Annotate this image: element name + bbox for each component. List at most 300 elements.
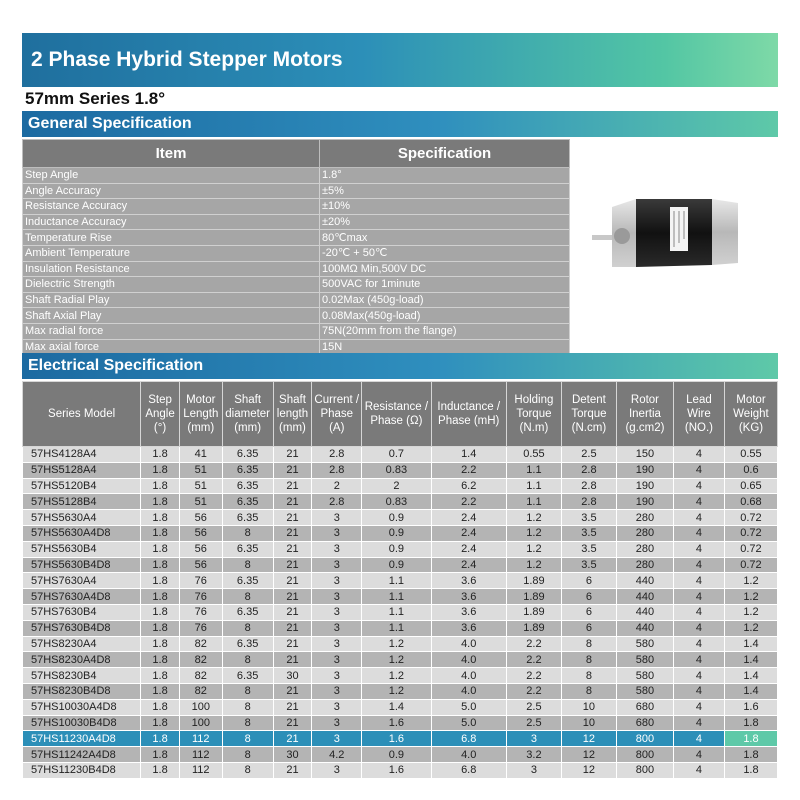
model-cell: 57HS8230A4D8 bbox=[23, 652, 141, 668]
table-row bbox=[23, 447, 778, 463]
column-header: Series Model bbox=[23, 382, 141, 447]
value-cell: 6.35 bbox=[222, 573, 273, 589]
value-cell: 6.35 bbox=[222, 604, 273, 620]
general-spec-row bbox=[23, 168, 570, 184]
column-header: Step Angle (°) bbox=[141, 382, 180, 447]
column-header: Motor Length (mm) bbox=[179, 382, 222, 447]
value-cell: 4 bbox=[673, 589, 724, 605]
value-cell: 6.35 bbox=[222, 462, 273, 478]
spec-item-label: Max radial force bbox=[23, 323, 320, 339]
value-cell: 1.8 bbox=[141, 573, 180, 589]
value-cell: 5.0 bbox=[431, 699, 506, 715]
value-cell: 8 bbox=[222, 699, 273, 715]
value-cell: 1.6 bbox=[724, 699, 777, 715]
column-header: Inductance / Phase (mH) bbox=[431, 382, 506, 447]
value-cell: 1.8 bbox=[141, 525, 180, 541]
spec-item-label: Max axial force bbox=[23, 339, 320, 355]
value-cell: 1.2 bbox=[506, 557, 561, 573]
col-spec-header: Specification bbox=[320, 140, 570, 168]
value-cell: 76 bbox=[179, 589, 222, 605]
value-cell: 3 bbox=[312, 510, 362, 526]
spec-item-label: Shaft Axial Play bbox=[23, 308, 320, 324]
table-row bbox=[23, 494, 778, 510]
value-cell: 280 bbox=[616, 525, 673, 541]
value-cell: 10 bbox=[561, 715, 616, 731]
value-cell: 1.8 bbox=[141, 731, 180, 747]
value-cell: 1.89 bbox=[506, 604, 561, 620]
spec-item-value: 100MΩ Min,500V DC bbox=[320, 261, 570, 277]
value-cell: 0.83 bbox=[362, 462, 431, 478]
value-cell: 8 bbox=[222, 652, 273, 668]
table-row bbox=[23, 541, 778, 557]
value-cell: 76 bbox=[179, 573, 222, 589]
value-cell: 100 bbox=[179, 699, 222, 715]
table-row bbox=[23, 525, 778, 541]
value-cell: 2.8 bbox=[312, 447, 362, 463]
value-cell: 21 bbox=[273, 478, 312, 494]
table-row bbox=[23, 652, 778, 668]
value-cell: 8 bbox=[561, 636, 616, 652]
value-cell: 0.68 bbox=[724, 494, 777, 510]
model-cell: 57HS11230B4D8 bbox=[23, 762, 141, 778]
spec-item-value: 0.08Max(450g-load) bbox=[320, 308, 570, 324]
value-cell: 8 bbox=[222, 715, 273, 731]
value-cell: 8 bbox=[222, 747, 273, 763]
value-cell: 1.89 bbox=[506, 620, 561, 636]
value-cell: 4 bbox=[673, 747, 724, 763]
value-cell: 1.1 bbox=[506, 478, 561, 494]
value-cell: 3 bbox=[312, 604, 362, 620]
value-cell: 21 bbox=[273, 715, 312, 731]
value-cell: 1.8 bbox=[141, 604, 180, 620]
value-cell: 1.8 bbox=[141, 541, 180, 557]
value-cell: 8 bbox=[222, 731, 273, 747]
general-spec-row bbox=[23, 308, 570, 324]
value-cell: 51 bbox=[179, 478, 222, 494]
spec-item-value: 80℃max bbox=[320, 230, 570, 246]
value-cell: 51 bbox=[179, 462, 222, 478]
value-cell: 2.8 bbox=[561, 478, 616, 494]
value-cell: 5.0 bbox=[431, 715, 506, 731]
value-cell: 21 bbox=[273, 557, 312, 573]
value-cell: 1.2 bbox=[506, 525, 561, 541]
value-cell: 82 bbox=[179, 683, 222, 699]
value-cell: 21 bbox=[273, 699, 312, 715]
value-cell: 1.89 bbox=[506, 589, 561, 605]
value-cell: 1.2 bbox=[724, 604, 777, 620]
value-cell: 76 bbox=[179, 604, 222, 620]
value-cell: 1.4 bbox=[724, 683, 777, 699]
page-title-banner bbox=[22, 33, 778, 87]
value-cell: 1.2 bbox=[724, 573, 777, 589]
value-cell: 4 bbox=[673, 715, 724, 731]
value-cell: 4 bbox=[673, 447, 724, 463]
value-cell: 580 bbox=[616, 636, 673, 652]
spec-item-value: 15N bbox=[320, 339, 570, 355]
value-cell: 21 bbox=[273, 683, 312, 699]
value-cell: 3 bbox=[312, 525, 362, 541]
value-cell: 4 bbox=[673, 525, 724, 541]
value-cell: 440 bbox=[616, 604, 673, 620]
value-cell: 1.2 bbox=[724, 620, 777, 636]
general-spec-header-row bbox=[23, 140, 570, 168]
value-cell: 1.2 bbox=[362, 652, 431, 668]
value-cell: 3.6 bbox=[431, 589, 506, 605]
value-cell: 8 bbox=[222, 683, 273, 699]
value-cell: 3 bbox=[312, 762, 362, 778]
value-cell: 3.5 bbox=[561, 557, 616, 573]
value-cell: 30 bbox=[273, 747, 312, 763]
value-cell: 1.8 bbox=[141, 510, 180, 526]
table-row bbox=[23, 557, 778, 573]
general-spec-row bbox=[23, 277, 570, 293]
value-cell: 440 bbox=[616, 620, 673, 636]
value-cell: 21 bbox=[273, 762, 312, 778]
value-cell: 3.6 bbox=[431, 604, 506, 620]
value-cell: 21 bbox=[273, 541, 312, 557]
electrical-spec-title: Electrical Specification bbox=[28, 357, 204, 374]
value-cell: 21 bbox=[273, 573, 312, 589]
value-cell: 21 bbox=[273, 620, 312, 636]
spec-item-label: Angle Accuracy bbox=[23, 183, 320, 199]
value-cell: 3.5 bbox=[561, 510, 616, 526]
model-cell: 57HS7630B4D8 bbox=[23, 620, 141, 636]
column-header: Detent Torque (N.cm) bbox=[561, 382, 616, 447]
column-header: Rotor Inertia (g.cm2) bbox=[616, 382, 673, 447]
value-cell: 2.2 bbox=[506, 683, 561, 699]
value-cell: 150 bbox=[616, 447, 673, 463]
value-cell: 4.0 bbox=[431, 652, 506, 668]
spec-item-value: ±20% bbox=[320, 214, 570, 230]
value-cell: 8 bbox=[222, 589, 273, 605]
value-cell: 4 bbox=[673, 620, 724, 636]
spec-item-value: 0.02Max (450g-load) bbox=[320, 292, 570, 308]
value-cell: 56 bbox=[179, 541, 222, 557]
general-spec-row bbox=[23, 214, 570, 230]
model-cell: 57HS5630A4 bbox=[23, 510, 141, 526]
table-row bbox=[23, 747, 778, 763]
model-cell: 57HS11242A4D8 bbox=[23, 747, 141, 763]
spec-item-label: Insulation Resistance bbox=[23, 261, 320, 277]
model-cell: 57HS7630B4 bbox=[23, 604, 141, 620]
page-title: 2 Phase Hybrid Stepper Motors bbox=[31, 48, 343, 71]
value-cell: 8 bbox=[561, 652, 616, 668]
value-cell: 2.5 bbox=[561, 447, 616, 463]
value-cell: 1.8 bbox=[141, 494, 180, 510]
value-cell: 21 bbox=[273, 589, 312, 605]
value-cell: 10 bbox=[561, 699, 616, 715]
col-item-header: Item bbox=[23, 140, 320, 168]
value-cell: 3 bbox=[506, 731, 561, 747]
spec-item-label: Resistance Accuracy bbox=[23, 199, 320, 215]
value-cell: 6 bbox=[561, 620, 616, 636]
column-header: Current / Phase (A) bbox=[312, 382, 362, 447]
value-cell: 0.9 bbox=[362, 525, 431, 541]
value-cell: 2.8 bbox=[561, 462, 616, 478]
value-cell: 3 bbox=[312, 699, 362, 715]
model-cell: 57HS5630B4D8 bbox=[23, 557, 141, 573]
value-cell: 56 bbox=[179, 557, 222, 573]
series-subtitle: 57mm Series 1.8° bbox=[25, 89, 166, 108]
value-cell: 3 bbox=[312, 557, 362, 573]
value-cell: 1.8 bbox=[141, 478, 180, 494]
value-cell: 6.35 bbox=[222, 668, 273, 684]
value-cell: 6.35 bbox=[222, 510, 273, 526]
value-cell: 2.4 bbox=[431, 510, 506, 526]
value-cell: 3 bbox=[312, 636, 362, 652]
model-cell: 57HS4128A4 bbox=[23, 447, 141, 463]
value-cell: 6.35 bbox=[222, 636, 273, 652]
value-cell: 4.0 bbox=[431, 668, 506, 684]
value-cell: 800 bbox=[616, 731, 673, 747]
value-cell: 1.8 bbox=[141, 620, 180, 636]
value-cell: 580 bbox=[616, 668, 673, 684]
value-cell: 8 bbox=[561, 683, 616, 699]
value-cell: 0.9 bbox=[362, 510, 431, 526]
value-cell: 6.8 bbox=[431, 731, 506, 747]
value-cell: 1.1 bbox=[362, 589, 431, 605]
value-cell: 3.6 bbox=[431, 620, 506, 636]
value-cell: 1.8 bbox=[141, 668, 180, 684]
value-cell: 1.2 bbox=[362, 668, 431, 684]
value-cell: 82 bbox=[179, 668, 222, 684]
value-cell: 56 bbox=[179, 510, 222, 526]
general-spec-row bbox=[23, 261, 570, 277]
value-cell: 2.4 bbox=[431, 541, 506, 557]
electrical-spec-table bbox=[22, 381, 778, 779]
value-cell: 1.2 bbox=[506, 510, 561, 526]
value-cell: 12 bbox=[561, 762, 616, 778]
value-cell: 3 bbox=[312, 731, 362, 747]
value-cell: 1.1 bbox=[506, 462, 561, 478]
value-cell: 800 bbox=[616, 762, 673, 778]
value-cell: 21 bbox=[273, 604, 312, 620]
general-spec-row bbox=[23, 245, 570, 261]
value-cell: 1.8 bbox=[724, 747, 777, 763]
value-cell: 41 bbox=[179, 447, 222, 463]
value-cell: 3.2 bbox=[506, 747, 561, 763]
spec-item-value: ±10% bbox=[320, 199, 570, 215]
value-cell: 440 bbox=[616, 573, 673, 589]
table-row bbox=[23, 604, 778, 620]
general-spec-row bbox=[23, 230, 570, 246]
table-row bbox=[23, 699, 778, 715]
model-cell: 57HS8230A4 bbox=[23, 636, 141, 652]
value-cell: 1.8 bbox=[724, 731, 777, 747]
value-cell: 3 bbox=[312, 589, 362, 605]
value-cell: 2 bbox=[312, 478, 362, 494]
value-cell: 1.4 bbox=[724, 652, 777, 668]
value-cell: 21 bbox=[273, 447, 312, 463]
value-cell: 1.8 bbox=[141, 589, 180, 605]
value-cell: 1.2 bbox=[724, 589, 777, 605]
table-row bbox=[23, 589, 778, 605]
value-cell: 2.2 bbox=[431, 462, 506, 478]
value-cell: 0.6 bbox=[724, 462, 777, 478]
model-cell: 57HS5120B4 bbox=[23, 478, 141, 494]
table-row bbox=[23, 462, 778, 478]
value-cell: 580 bbox=[616, 652, 673, 668]
value-cell: 4 bbox=[673, 652, 724, 668]
value-cell: 1.4 bbox=[431, 447, 506, 463]
value-cell: 190 bbox=[616, 494, 673, 510]
value-cell: 0.72 bbox=[724, 541, 777, 557]
value-cell: 4 bbox=[673, 636, 724, 652]
spec-item-label: Shaft Radial Play bbox=[23, 292, 320, 308]
model-cell: 57HS5630B4 bbox=[23, 541, 141, 557]
value-cell: 1.4 bbox=[724, 668, 777, 684]
stepper-motor-image bbox=[592, 193, 744, 273]
value-cell: 0.65 bbox=[724, 478, 777, 494]
general-spec-row bbox=[23, 323, 570, 339]
value-cell: 21 bbox=[273, 731, 312, 747]
spec-item-label: Ambient Temperature bbox=[23, 245, 320, 261]
value-cell: 2.5 bbox=[506, 715, 561, 731]
value-cell: 1.8 bbox=[724, 762, 777, 778]
value-cell: 82 bbox=[179, 636, 222, 652]
column-header: Resistance / Phase (Ω) bbox=[362, 382, 431, 447]
value-cell: 6.35 bbox=[222, 478, 273, 494]
model-cell: 57HS10030B4D8 bbox=[23, 715, 141, 731]
value-cell: 1.8 bbox=[141, 762, 180, 778]
value-cell: 100 bbox=[179, 715, 222, 731]
value-cell: 0.9 bbox=[362, 541, 431, 557]
spec-item-label: Step Angle bbox=[23, 168, 320, 184]
value-cell: 1.1 bbox=[362, 573, 431, 589]
value-cell: 6 bbox=[561, 604, 616, 620]
spec-item-value: 1.8° bbox=[320, 168, 570, 184]
value-cell: 4 bbox=[673, 668, 724, 684]
column-header: Lead Wire (NO.) bbox=[673, 382, 724, 447]
general-spec-header bbox=[22, 111, 778, 137]
spec-item-value: 500VAC for 1minute bbox=[320, 277, 570, 293]
value-cell: 6 bbox=[561, 589, 616, 605]
value-cell: 440 bbox=[616, 589, 673, 605]
value-cell: 0.72 bbox=[724, 525, 777, 541]
value-cell: 190 bbox=[616, 462, 673, 478]
value-cell: 1.8 bbox=[141, 747, 180, 763]
value-cell: 1.6 bbox=[362, 762, 431, 778]
value-cell: 6 bbox=[561, 573, 616, 589]
value-cell: 51 bbox=[179, 494, 222, 510]
value-cell: 4 bbox=[673, 699, 724, 715]
value-cell: 21 bbox=[273, 510, 312, 526]
table-row bbox=[23, 636, 778, 652]
value-cell: 12 bbox=[561, 731, 616, 747]
column-header: Shaft length (mm) bbox=[273, 382, 312, 447]
electrical-spec-header bbox=[22, 353, 778, 379]
column-header: Shaft diameter (mm) bbox=[222, 382, 273, 447]
table-row bbox=[23, 620, 778, 636]
value-cell: 8 bbox=[222, 557, 273, 573]
value-cell: 4 bbox=[673, 557, 724, 573]
value-cell: 3 bbox=[312, 573, 362, 589]
value-cell: 4 bbox=[673, 762, 724, 778]
value-cell: 4 bbox=[673, 462, 724, 478]
value-cell: 1.89 bbox=[506, 573, 561, 589]
value-cell: 4.0 bbox=[431, 636, 506, 652]
value-cell: 1.1 bbox=[362, 604, 431, 620]
value-cell: 0.72 bbox=[724, 557, 777, 573]
general-spec-row bbox=[23, 292, 570, 308]
model-cell: 57HS11230A4D8 bbox=[23, 731, 141, 747]
value-cell: 3 bbox=[312, 652, 362, 668]
general-spec-row bbox=[23, 199, 570, 215]
model-cell: 57HS7630A4 bbox=[23, 573, 141, 589]
value-cell: 1.8 bbox=[141, 683, 180, 699]
value-cell: 4 bbox=[673, 683, 724, 699]
value-cell: 2.8 bbox=[312, 494, 362, 510]
value-cell: 4 bbox=[673, 494, 724, 510]
table-row bbox=[23, 668, 778, 684]
general-spec-title: General Specification bbox=[28, 115, 192, 132]
table-row bbox=[23, 683, 778, 699]
value-cell: 8 bbox=[561, 668, 616, 684]
value-cell: 1.6 bbox=[362, 715, 431, 731]
value-cell: 6.35 bbox=[222, 494, 273, 510]
value-cell: 3 bbox=[506, 762, 561, 778]
value-cell: 1.8 bbox=[141, 636, 180, 652]
electrical-header-row bbox=[23, 382, 778, 447]
table-row bbox=[23, 715, 778, 731]
model-cell: 57HS5128B4 bbox=[23, 494, 141, 510]
model-cell: 57HS8230B4 bbox=[23, 668, 141, 684]
value-cell: 76 bbox=[179, 620, 222, 636]
value-cell: 2.2 bbox=[506, 652, 561, 668]
value-cell: 280 bbox=[616, 510, 673, 526]
value-cell: 4 bbox=[673, 604, 724, 620]
value-cell: 2.5 bbox=[506, 699, 561, 715]
value-cell: 1.8 bbox=[141, 462, 180, 478]
value-cell: 3 bbox=[312, 683, 362, 699]
value-cell: 112 bbox=[179, 731, 222, 747]
value-cell: 112 bbox=[179, 747, 222, 763]
value-cell: 21 bbox=[273, 494, 312, 510]
table-row bbox=[23, 762, 778, 778]
value-cell: 82 bbox=[179, 652, 222, 668]
value-cell: 4.2 bbox=[312, 747, 362, 763]
column-header: Motor Weight (KG) bbox=[724, 382, 777, 447]
value-cell: 1.8 bbox=[141, 652, 180, 668]
spec-item-value: -20℃ + 50℃ bbox=[320, 245, 570, 261]
value-cell: 3.6 bbox=[431, 573, 506, 589]
table-row bbox=[23, 478, 778, 494]
value-cell: 580 bbox=[616, 683, 673, 699]
value-cell: 280 bbox=[616, 557, 673, 573]
general-spec-table bbox=[22, 139, 570, 355]
value-cell: 6.35 bbox=[222, 541, 273, 557]
value-cell: 4 bbox=[673, 731, 724, 747]
value-cell: 1.6 bbox=[362, 731, 431, 747]
value-cell: 3.5 bbox=[561, 525, 616, 541]
value-cell: 1.1 bbox=[362, 620, 431, 636]
value-cell: 21 bbox=[273, 636, 312, 652]
value-cell: 4 bbox=[673, 510, 724, 526]
value-cell: 8 bbox=[222, 620, 273, 636]
table-row-highlighted bbox=[23, 731, 778, 747]
value-cell: 4.0 bbox=[431, 683, 506, 699]
value-cell: 21 bbox=[273, 462, 312, 478]
value-cell: 0.7 bbox=[362, 447, 431, 463]
spec-item-label: Inductance Accuracy bbox=[23, 214, 320, 230]
spec-item-value: 75N(20mm from the flange) bbox=[320, 323, 570, 339]
value-cell: 680 bbox=[616, 715, 673, 731]
value-cell: 0.83 bbox=[362, 494, 431, 510]
value-cell: 4 bbox=[673, 573, 724, 589]
spec-item-label: Temperature Rise bbox=[23, 230, 320, 246]
value-cell: 3 bbox=[312, 541, 362, 557]
value-cell: 1.8 bbox=[141, 715, 180, 731]
